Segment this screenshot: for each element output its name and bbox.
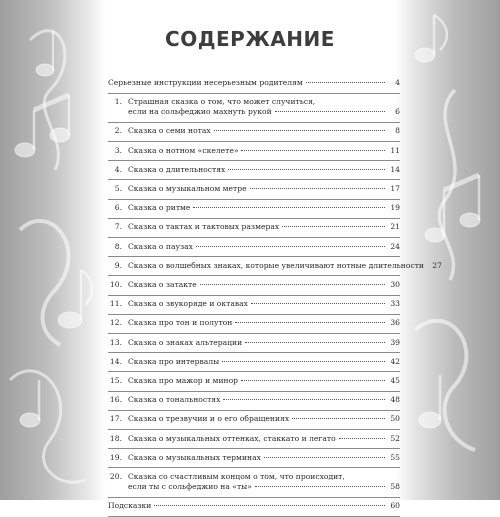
toc-page-number: 42 — [390, 356, 400, 366]
toc-dot-leader — [193, 207, 385, 208]
toc-dot-leader — [250, 188, 385, 189]
toc-page-number: 52 — [390, 433, 400, 443]
toc-entry — [108, 501, 400, 511]
toc-entry — [108, 338, 400, 348]
toc-entry-title: Сказка о волшебных знаках, которые увеличивают нотные длительности — [128, 260, 424, 270]
toc-separator — [108, 199, 400, 200]
toc-entry — [108, 184, 400, 194]
toc-entry-title: Сказка о длительностях — [128, 164, 226, 174]
toc-entry-title: Сказка о музыкальном метре — [128, 184, 247, 193]
toc-entry-number: 10. — [109, 280, 122, 289]
toc-entry-number: 6. — [114, 203, 122, 213]
toc-entry-number: 4. — [114, 164, 122, 174]
toc-separator — [108, 275, 400, 276]
toc-dot-leader — [223, 399, 385, 400]
toc-page-number: 39 — [390, 337, 400, 347]
toc-entry-title: Подсказки — [108, 501, 152, 511]
toc-entry — [108, 318, 400, 328]
toc-entry-title: Сказка про мажор и минор — [128, 376, 239, 385]
toc-page-number: 11 — [390, 145, 400, 155]
toc-separator — [108, 295, 400, 296]
toc-separator — [108, 391, 400, 392]
toc-entry — [108, 165, 400, 175]
toc-entry-title: Сказка о ритме — [128, 203, 191, 213]
toc-separator — [108, 256, 400, 257]
toc-dot-leader — [292, 418, 385, 419]
toc-dot-leader — [241, 380, 385, 381]
toc-entry-number: 19. — [109, 452, 122, 462]
toc-page-number: 24 — [390, 241, 400, 251]
toc-entry — [108, 414, 400, 424]
toc-entry-number: 7. — [114, 222, 122, 232]
left-decorative-border — [0, 0, 105, 500]
music-notes-right-icon — [395, 0, 500, 500]
toc-entry — [108, 203, 400, 213]
toc-entry-title: Сказка о трезвучии и о его обращениях — [128, 414, 290, 424]
toc-entry-title: Сказка о семи нотах — [128, 126, 211, 136]
toc-entry-number: 13. — [109, 337, 122, 347]
toc-page-number: 21 — [390, 222, 400, 232]
toc-entry-number: 20. — [109, 472, 122, 481]
toc-entry-number: 2. — [114, 126, 122, 136]
toc-dot-leader — [241, 150, 385, 151]
toc-entry-title: Сказка про интервалы — [128, 356, 220, 366]
toc-separator — [108, 314, 400, 315]
toc-page-number: 19 — [390, 203, 400, 213]
toc-dot-leader — [275, 111, 385, 112]
toc-separator — [108, 352, 400, 353]
toc-entry — [108, 222, 400, 232]
toc-entry-number: 16. — [109, 395, 122, 405]
toc-entry-title-line: Сказка со счастливым концом о том, что происходит, — [128, 472, 345, 481]
toc-entry-title: Сказка о музыкальных терминах — [128, 452, 261, 462]
toc-entry — [108, 126, 400, 136]
toc-separator — [108, 160, 400, 161]
toc-entry-number: 15. — [109, 376, 122, 385]
toc-entry-title: Сказка о тактах и тактовых размерах — [128, 222, 280, 232]
toc-page-number: 4 — [395, 78, 400, 87]
toc-separator — [108, 218, 400, 219]
toc-separator — [108, 371, 400, 372]
toc-dot-leader — [245, 342, 385, 343]
toc-separator — [108, 179, 400, 180]
toc-dot-leader — [214, 130, 385, 131]
toc-entry — [108, 376, 400, 386]
toc-entry — [108, 78, 400, 88]
toc-entry-title: Сказка про тон и полутон — [128, 318, 233, 328]
toc-entry — [108, 97, 400, 117]
toc-page-number: 14 — [390, 164, 400, 174]
toc-entry-title: Серьезные инструкции несерьезным родителям — [108, 78, 303, 87]
toc-entry-number: 18. — [109, 433, 122, 443]
toc-entry-title: Сказка о звукоряде и октавах — [128, 299, 248, 309]
toc-dot-leader — [154, 505, 385, 506]
toc-entry-title: если на сольфеджио махнуть рукой — [128, 107, 272, 117]
toc-separator — [108, 122, 400, 123]
toc-entry-title-line: Страшная сказка о том, что может случиться, — [128, 97, 316, 107]
toc-page-number: 50 — [390, 414, 400, 424]
toc-entry-number: 17. — [109, 414, 122, 424]
toc-entry-number: 12. — [109, 318, 122, 328]
toc-page-number: 8 — [395, 126, 400, 136]
music-notes-left-icon — [0, 0, 105, 500]
toc-separator — [108, 93, 400, 94]
toc-entry — [108, 260, 442, 271]
toc-entry — [108, 146, 400, 156]
toc-separator — [108, 429, 400, 430]
toc-dot-leader — [255, 486, 385, 487]
toc-page-number: 36 — [390, 318, 400, 328]
toc-separator — [108, 141, 400, 142]
toc-separator — [108, 410, 400, 411]
toc-entry-title: Сказка о тональностях — [128, 395, 221, 405]
toc-entry-title: Сказка о знаках альтерации — [128, 337, 243, 347]
toc-dot-leader — [228, 169, 385, 170]
toc-entry — [108, 242, 400, 252]
toc-entry — [108, 299, 400, 309]
toc-dot-leader — [339, 438, 385, 439]
toc-separator — [108, 237, 400, 238]
toc-page-number: 6 — [395, 107, 400, 117]
toc-entry-number: 5. — [114, 184, 122, 193]
toc-dot-leader — [200, 284, 385, 285]
toc-dot-leader — [264, 457, 385, 458]
toc-separator — [108, 448, 400, 449]
toc-entry-number: 9. — [114, 260, 122, 270]
toc-page-number: 60 — [390, 501, 400, 511]
toc-separator — [108, 497, 400, 498]
toc-entry-title: Сказка о паузах — [128, 241, 193, 251]
toc-entry-number: 1. — [114, 97, 122, 107]
toc-entry — [108, 395, 400, 405]
toc-page-number: 17 — [390, 184, 400, 193]
toc-page-number: 33 — [390, 299, 400, 309]
toc-dot-leader — [282, 226, 385, 227]
toc-dot-leader — [196, 246, 385, 247]
toc-dot-leader — [306, 82, 385, 83]
toc-entry — [108, 357, 400, 367]
toc-entry-title: Сказка о музыкальных оттенках, стаккато и легато — [128, 433, 336, 443]
toc-entry-number: 14. — [109, 356, 122, 366]
toc-entry-title: Сказка о затакте — [128, 280, 197, 289]
toc-page-number: 27 — [432, 260, 442, 270]
toc-entry — [108, 472, 400, 492]
toc-dot-leader — [222, 361, 385, 362]
toc-separator — [108, 333, 400, 334]
toc-entry-title: Сказка о нотном «скелете» — [128, 145, 239, 155]
toc-entry — [108, 434, 400, 444]
toc-dot-leader — [251, 303, 385, 304]
toc-entry-title: если ты с сольфеджио на «ты» — [128, 482, 252, 491]
toc-entry-number: 3. — [114, 145, 122, 155]
toc-page-number: 58 — [390, 482, 400, 491]
toc-dot-leader — [235, 322, 385, 323]
toc-entry — [108, 280, 400, 290]
toc-page-number: 45 — [390, 376, 400, 385]
toc-page-number: 30 — [390, 280, 400, 289]
toc-entry — [108, 453, 400, 463]
page-title: СОДЕРЖАНИЕ — [165, 27, 335, 51]
right-decorative-border — [395, 0, 500, 500]
toc-page-number: 55 — [390, 452, 400, 462]
toc-page-number: 48 — [390, 395, 400, 405]
toc-separator — [108, 467, 400, 468]
toc-entry-number: 11. — [109, 299, 122, 309]
toc-entry-number: 8. — [114, 241, 122, 251]
